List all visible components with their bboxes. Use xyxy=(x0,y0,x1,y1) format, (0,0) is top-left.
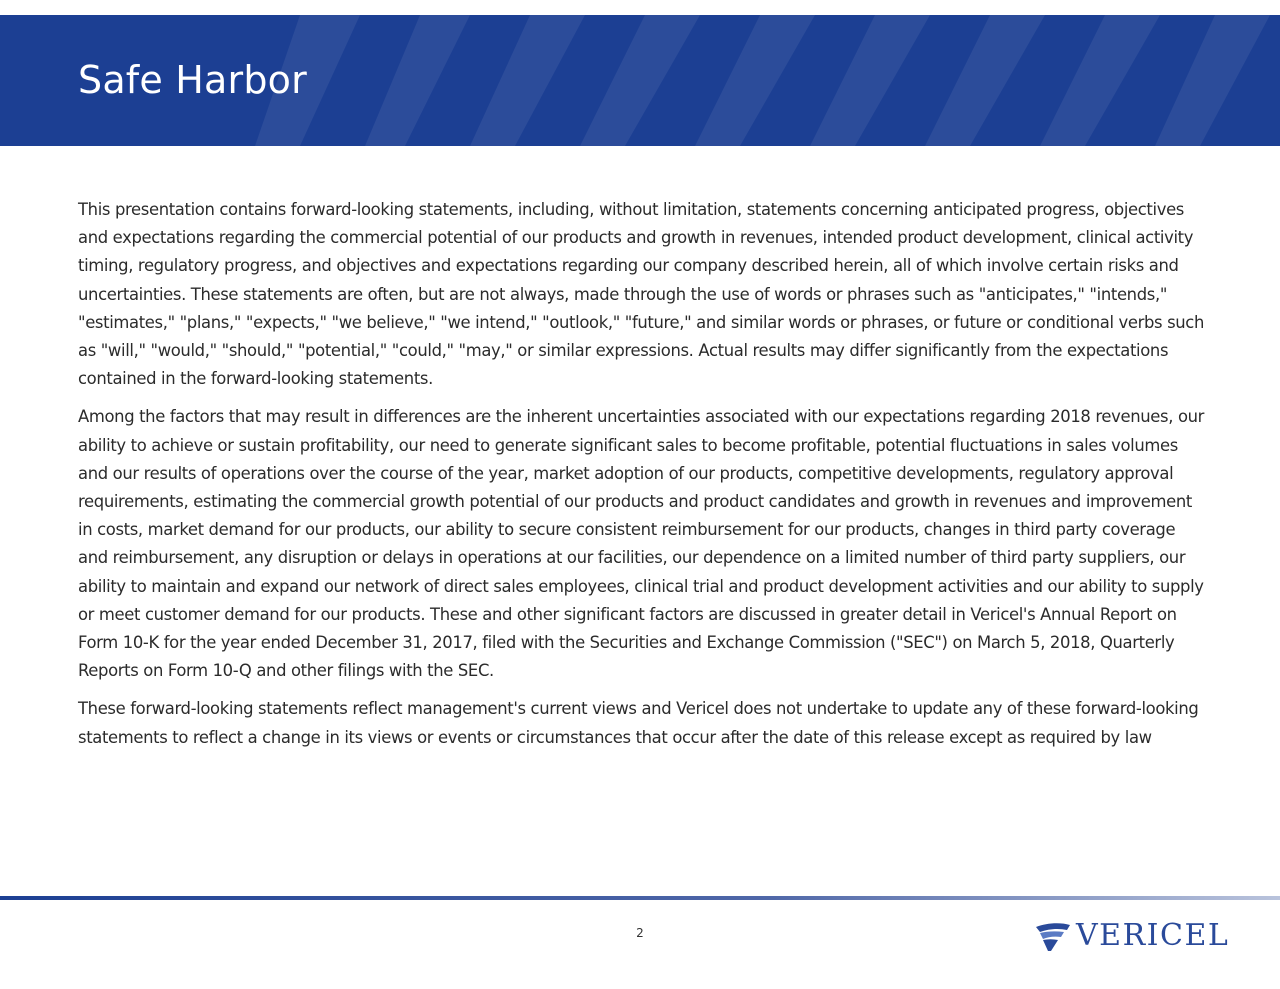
header-band xyxy=(0,15,1280,146)
paragraph-disclaimer: These forward-looking statements reflect management's current views and Vericel does not undertake to update any of these forward-looking statements to reflect a change in its views or events or circumstances that occur after the date of this release except as required by law xyxy=(78,699,1199,747)
footer-rule xyxy=(0,896,1280,900)
paragraph-risk-factors: Among the factors that may result in differences are the inherent uncertainties associated with our expectations regarding 2018 revenues, our ability to achieve or sustain profitability, our need to generate significant sales to become profitable, potential fluctuations in sales volumes and our results of operations over the course of the year, market adoption of our products, competitive developments, regulatory approval requirements, estimating the commercial growth potential of our products and product candidates and growth in revenues and improvement in costs, market demand for our products, our ability to secure consistent reimbursement for our products, changes in third party coverage and reimbursement, any disruption or delays in operations at our facilities, our dependence on a limited number of third party suppliers, our ability to maintain and expand our network of direct sales employees, clinical trial and product development activities and our ability to supply or meet customer demand for our products. These and other significant factors are discussed in greater detail in Vericel's Annual Report on Form 10-K for the year ended December 31, 2017, filed with the Securities and Exchange Commission ("SEC") on March 5, 2018, Quarterly Reports on Form 10-Q and other filings with the SEC. xyxy=(78,407,1205,681)
body-text xyxy=(78,196,1206,762)
vericel-logo xyxy=(1034,918,1229,954)
vericel-wing-icon xyxy=(1034,919,1072,953)
paragraph-forward-looking: This presentation contains forward-looking statements, including, without limitation, statements concerning anticipated progress, objectives and expectations regarding the commercial potential of our products and growth in revenues, intended product development, clinical activity timing, regulatory progress, and objectives and expectations regarding our company described herein, all of which involve certain risks and uncertainties. These statements are often, but are not always, made through the use of words or phrases such as "anticipates," "intends," "estimates," "plans," "expects," "we believe," "we intend," "outlook," "future," and similar words or phrases, or future or conditional verbs such as "will," "would," "should," "potential," "could," "may," or similar expressions. Actual results may differ significantly from the expectations contained in the forward-looking statements. xyxy=(78,200,1205,389)
page-number: 2 xyxy=(636,926,644,940)
vericel-wordmark: VERICEL xyxy=(1076,918,1230,953)
slide-title: Safe Harbor xyxy=(78,58,307,102)
